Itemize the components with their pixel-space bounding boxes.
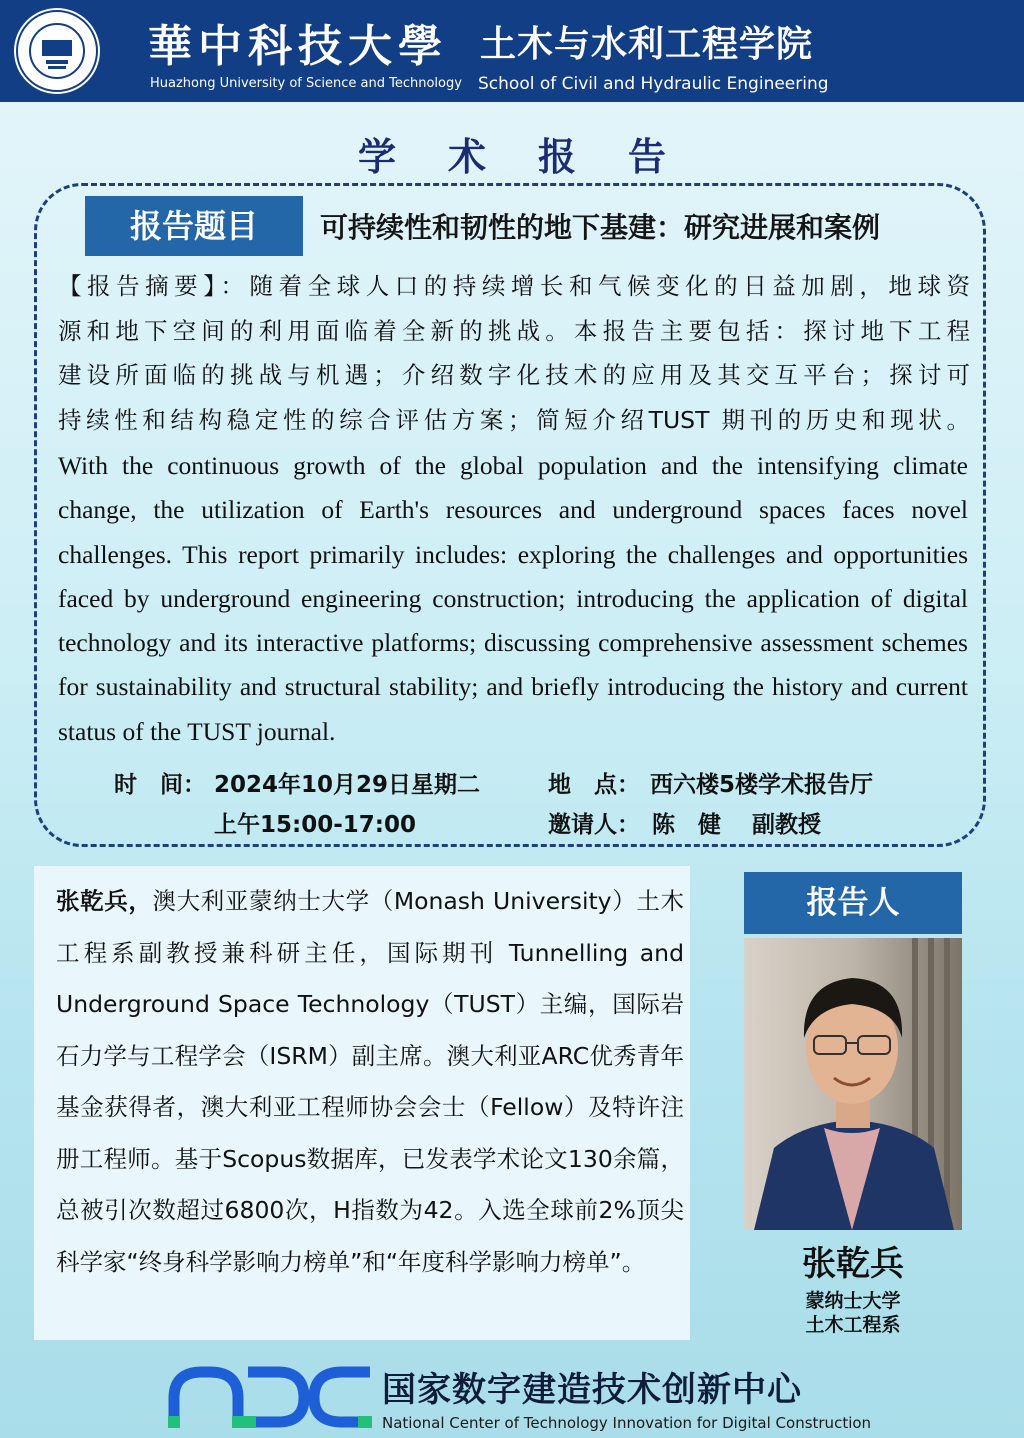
speaker-university: 蒙纳士大学 — [805, 1290, 901, 1312]
school-name-en: School of Civil and Hydraulic Engineering — [478, 74, 829, 94]
topic-title: 可持续性和韧性的地下基建：研究进展和案例 — [320, 211, 881, 244]
time-hour: 上午15:00-17:00 — [214, 812, 416, 838]
header-banner — [0, 0, 1024, 102]
university-name-en: Huazhong University of Science and Technology — [150, 76, 462, 91]
bio-body: 澳大利亚蒙纳士大学（Monash University）土木工程系副教授兼科研主任，国际期刊 Tunnelling and Underground Space Technology（TUST）主编，国际岩石力学与工程学会（ISRM）副主席。澳大利亚ARC优秀青年基金获得者，澳大利亚工程师协会会士（Fellow）及特许注册工程师。基于Scopus数据库，已发表学术论文130余篇，总被引次数超过6800次，H指数为42。入选全球前2%顶尖科学家“终身科学影响力榜单”和“年度科学影响力榜单”。 — [56, 887, 684, 1276]
school-name-cn: 土木与水利工程学院 — [480, 24, 814, 65]
inviter-label: 邀请人： — [548, 812, 640, 838]
abstract-cn-line: 建设所面临的挑战与机遇；介绍数字化技术的应用及其交互平台；探讨可 — [58, 361, 970, 389]
abstract-cn-line: 源和地下空间的利用面临着全新的挑战。本报告主要包括：探讨地下工程 — [58, 316, 970, 345]
speaker-name: 张乾兵 — [802, 1244, 904, 1284]
speaker-department: 土木工程系 — [805, 1314, 901, 1336]
ndc-logo-icon — [166, 1360, 374, 1430]
bio-name: 张乾兵， — [56, 887, 153, 915]
time-label: 时 间： — [114, 772, 206, 798]
speaker-photo — [744, 938, 962, 1230]
center-name-en: National Center of Technology Innovation for Digital Construction — [382, 1414, 872, 1432]
speaker-label: 报告人 — [744, 872, 962, 934]
topic-label: 报告题目 — [85, 196, 303, 256]
venue-label: 地 点： — [548, 772, 640, 798]
abstract-cn — [58, 264, 970, 442]
bio-text — [56, 876, 684, 1288]
university-seal-icon — [12, 6, 102, 96]
venue-value: 西六楼5楼学术报告厅 — [650, 772, 874, 798]
abstract-cn-line: 【报告摘要】：随着全球人口的持续增长和气候变化的日益加剧，地球资 — [58, 272, 970, 300]
page-title: 学术报告 — [357, 134, 718, 179]
center-name-cn: 国家数字建造技术创新中心 — [382, 1370, 802, 1410]
university-name-cn: 華中科技大學 — [148, 21, 448, 72]
time-date: 2024年10月29日星期二 — [214, 772, 481, 798]
abstract-cn-line: 持续性和结构稳定性的综合评估方案；简短介绍TUST 期刊的历史和现状。 — [58, 405, 970, 434]
abstract-en: With the continuous growth of the global population and the intensifying climate change, the utilization of Earth's resources and underground spaces faces novel challenges. This report primarily includes: exploring the challenges and opportunities faced by underground engineering construction; introducing the application of digital technology and its interactive platforms; discussing comprehensive assessment schemes for sustainability and structural stability; and briefly introducing the history and current status of the TUST journal. — [58, 451, 968, 746]
inviter-value: 陈 健 副教授 — [652, 812, 822, 838]
